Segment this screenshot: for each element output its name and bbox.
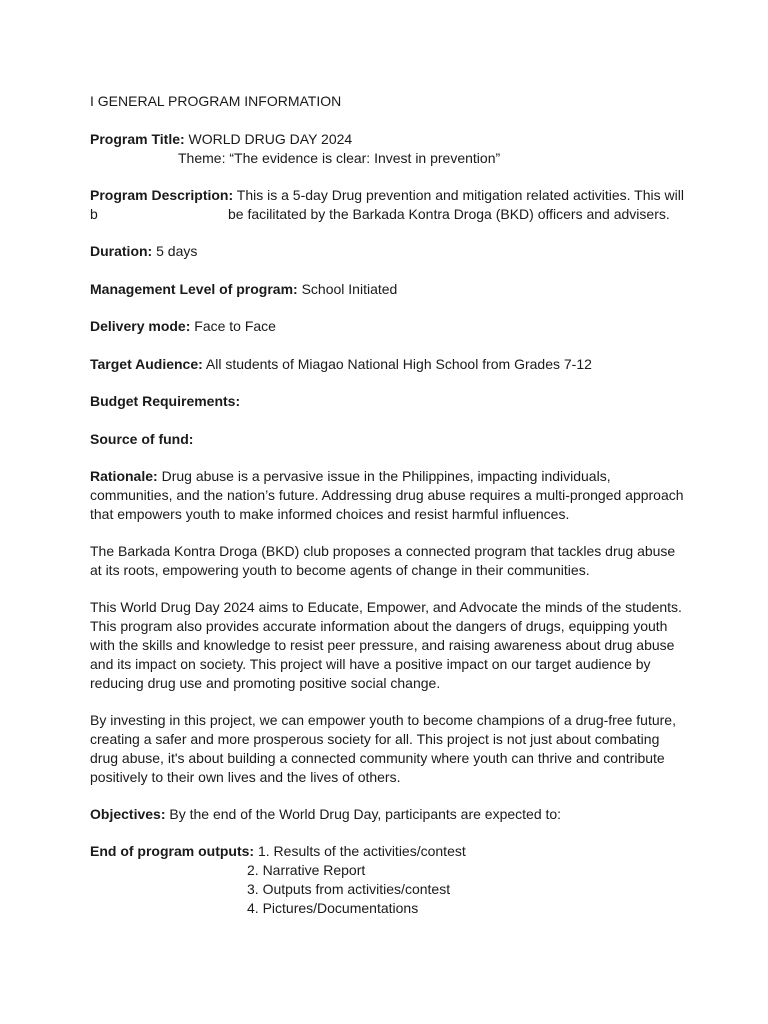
objectives-row <box>90 805 561 823</box>
rationale-line: Drug abuse is a pervasive issue in the Philippines, impacting individuals, <box>161 468 611 484</box>
rationale-row <box>90 467 611 485</box>
paragraph-line: positively to their own lives and the lives of others. <box>90 769 401 785</box>
paragraph-line: The Barkada Kontra Droga (BKD) club proposes a connected program that tackles drug abuse <box>90 543 676 559</box>
duration-row <box>90 242 197 260</box>
paragraph-line: drug abuse, it's about building a connected community where youth can thrive and contribute <box>90 750 665 766</box>
program-title-row <box>90 130 352 148</box>
rationale-label: Rationale: <box>90 468 158 484</box>
duration-value: 5 days <box>156 243 198 259</box>
program-title-value: WORLD DRUG DAY 2024 <box>188 131 353 147</box>
outputs-item: 1. Results of the activities/contest <box>257 843 466 859</box>
duration-label: Duration: <box>90 243 153 259</box>
delivery-mode-row <box>90 317 276 335</box>
paragraph-line: By investing in this project, we can empower youth to become champions of a drug-free future, <box>90 712 676 728</box>
outputs-item: 2. Narrative Report <box>247 862 366 878</box>
outputs-row <box>90 842 466 860</box>
rationale-line: that empowers youth to make informed choices and resist harmful influences. <box>90 506 570 522</box>
program-title-label: Program Title: <box>90 131 185 147</box>
paragraph-line: and its impact on society. This project will have a positive impact on our target audience by <box>90 656 651 672</box>
paragraph-line: This program also provides accurate information about the dangers of drugs, equipping youth <box>90 618 668 634</box>
management-level-row <box>90 280 397 298</box>
outputs-item: 4. Pictures/Documentations <box>247 900 419 916</box>
target-audience-value: All students of Miagao National High School from Grades 7-12 <box>205 356 592 372</box>
program-description-line2: be facilitated by the Barkada Kontra Droga (BKD) officers and advisers. <box>228 206 670 222</box>
outputs-label: End of program outputs: <box>90 843 255 859</box>
paragraph-line: creating a safer and more prosperous society for all. This project is not just about combating <box>90 731 660 747</box>
objectives-value: By the end of the World Drug Day, participants are expected to: <box>169 806 562 822</box>
program-description-label: Program Description: <box>90 187 234 203</box>
paragraph-line: This World Drug Day 2024 aims to Educate, Empower, and Advocate the minds of the students. <box>90 599 682 615</box>
source-of-fund-label: Source of fund: <box>90 431 194 447</box>
target-audience-label: Target Audience: <box>90 356 203 372</box>
rationale-line: communities, and the nation’s future. Addressing drug abuse requires a multi-pronged approach <box>90 487 684 503</box>
program-description-line1: This is a 5-day Drug prevention and mitigation related activities. This will <box>236 187 684 203</box>
delivery-mode-value: Face to Face <box>194 318 276 334</box>
target-audience-row <box>90 355 592 373</box>
budget-requirements-label: Budget Requirements: <box>90 393 241 409</box>
program-theme: Theme: “The evidence is clear: Invest in prevention” <box>178 150 501 166</box>
paragraph-line: reducing drug use and promoting positive social change. <box>90 675 441 691</box>
program-description-row <box>90 186 684 204</box>
delivery-mode-label: Delivery mode: <box>90 318 191 334</box>
program-description-line2-prefix: b <box>90 206 98 222</box>
objectives-label: Objectives: <box>90 806 166 822</box>
paragraph-line: at its roots, empowering youth to become agents of change in their communities. <box>90 562 590 578</box>
management-level-label: Management Level of program: <box>90 281 298 297</box>
management-level-value: School Initiated <box>301 281 398 297</box>
outputs-item: 3. Outputs from activities/contest <box>247 881 451 897</box>
section-heading: I GENERAL PROGRAM INFORMATION <box>90 93 342 109</box>
paragraph-line: with the skills and knowledge to resist peer pressure, and raising awareness about drug abuse <box>90 637 675 653</box>
